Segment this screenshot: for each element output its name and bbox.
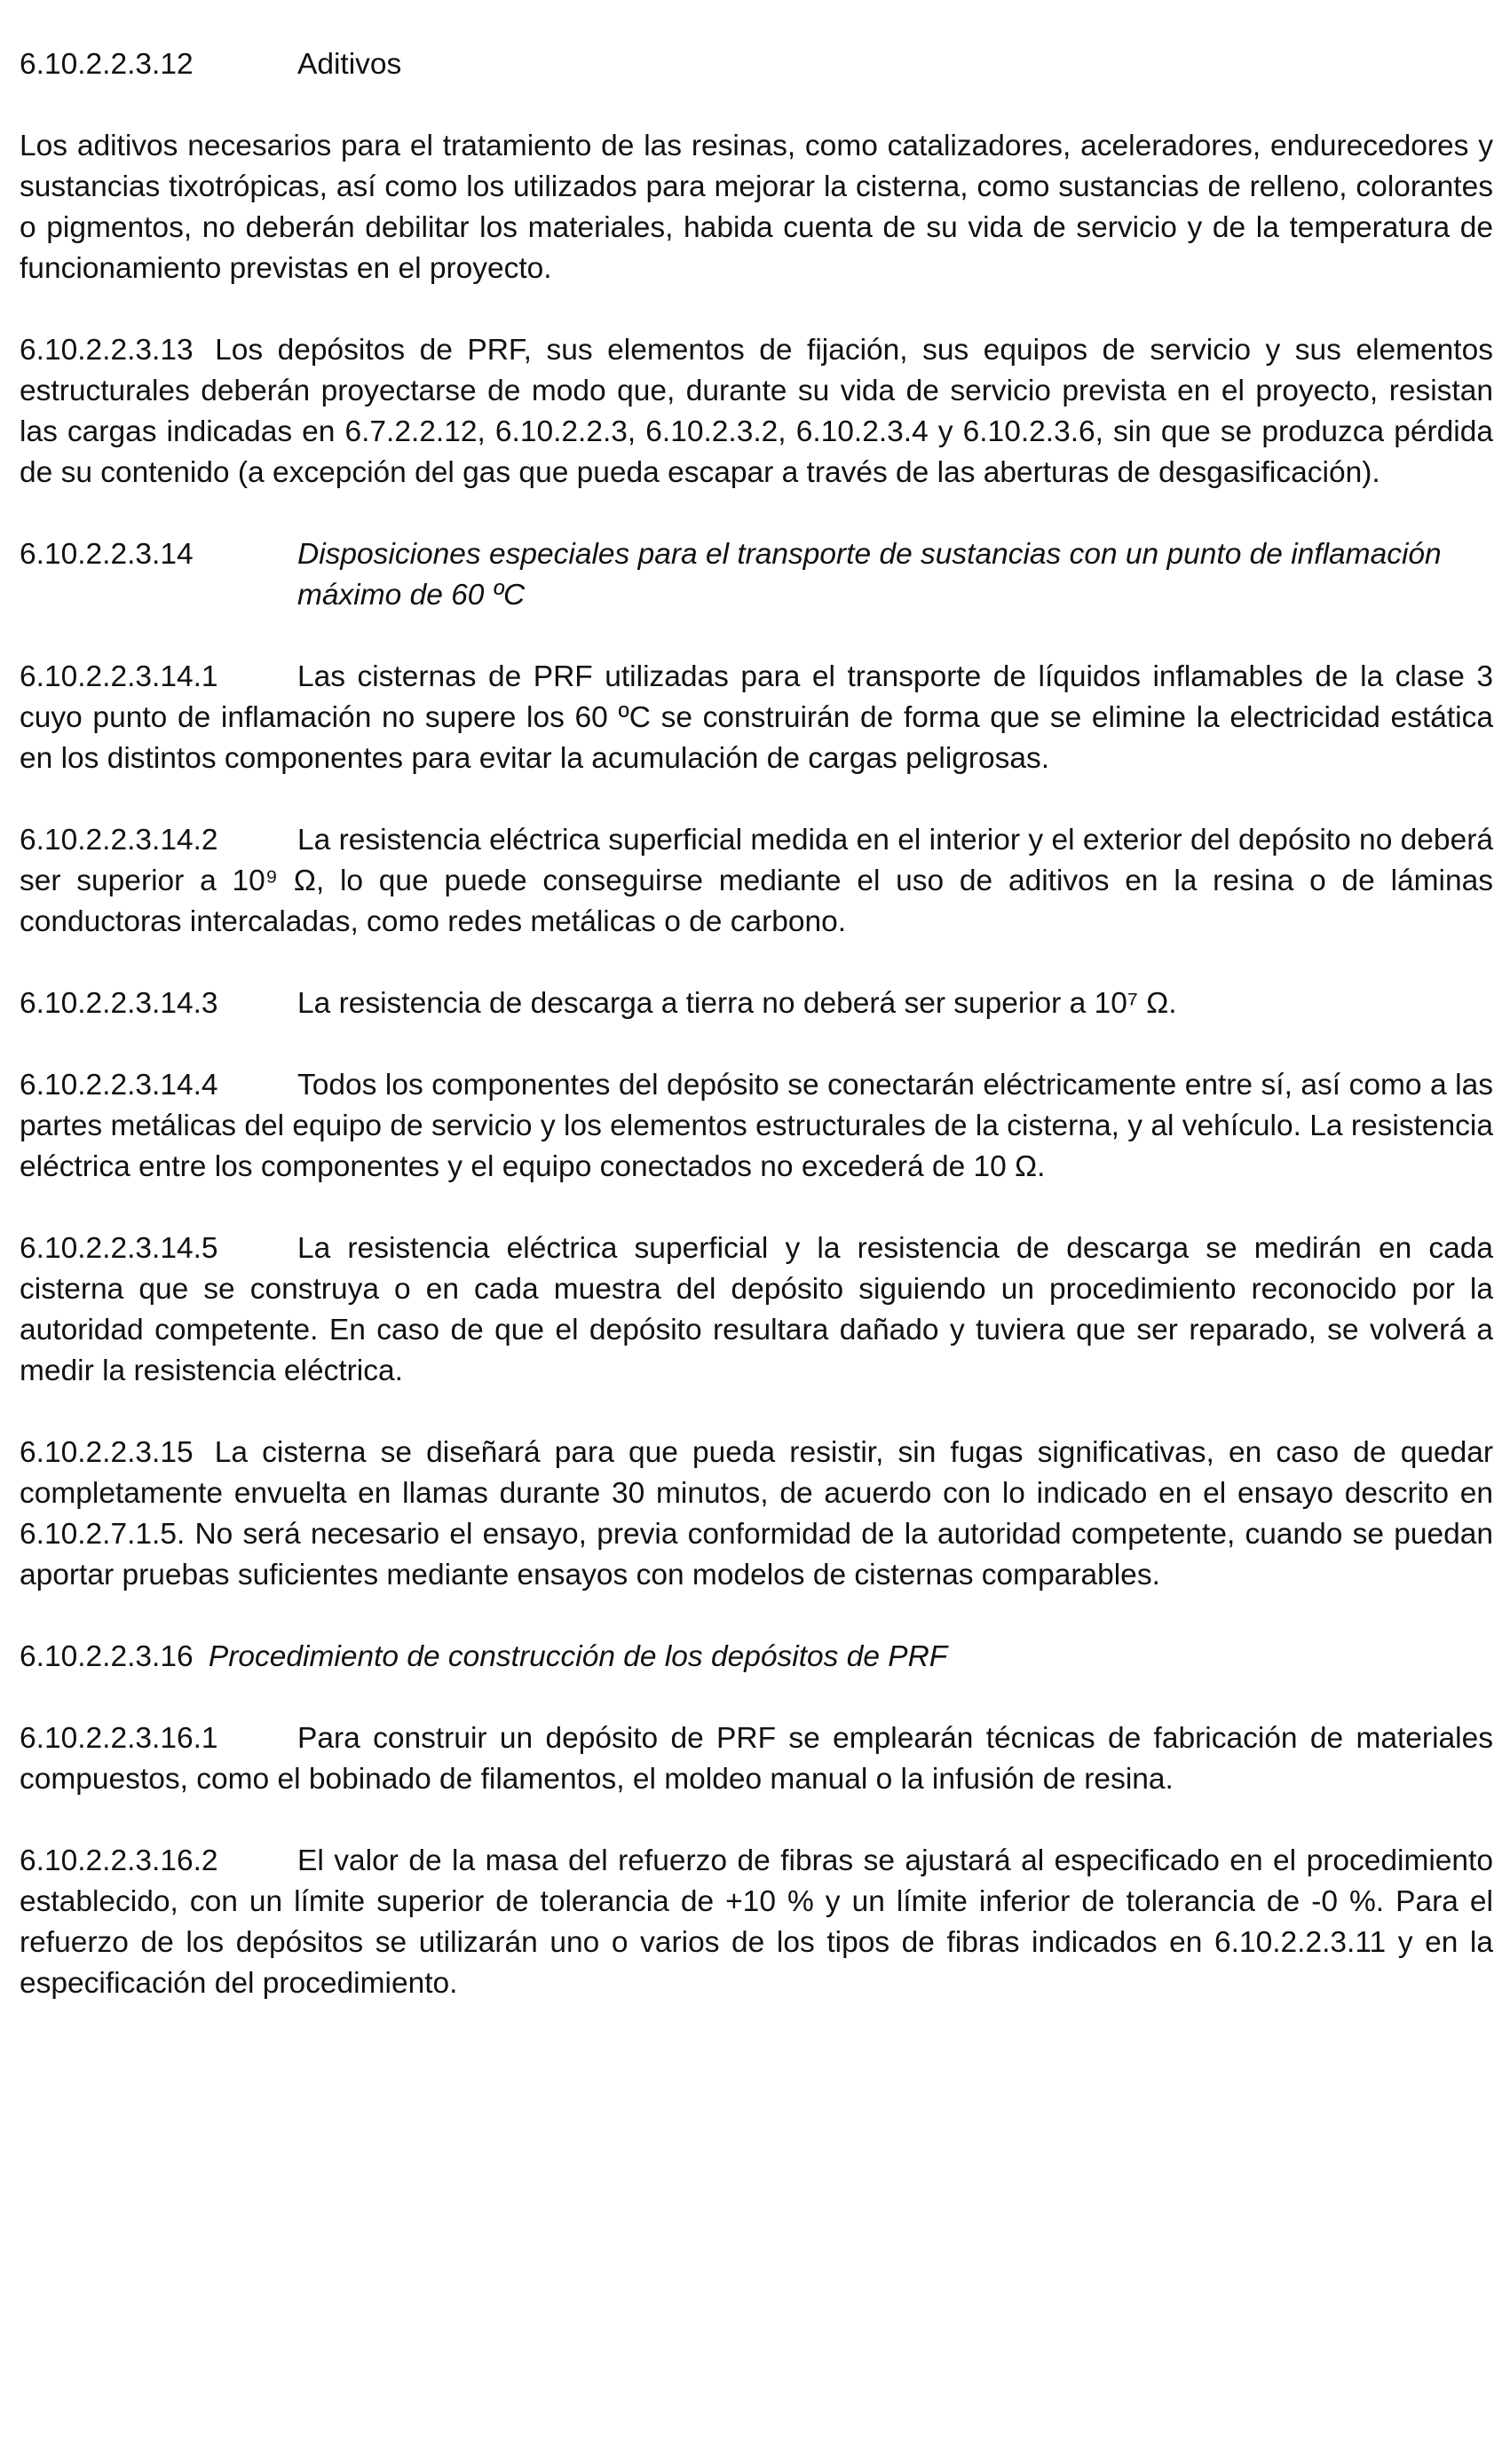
paragraph-text: Las cisternas de PRF utilizadas para el transporte de líquidos inflamables de la clase 3 cuyo punto de inflamación no supere los 60 ºC se construirán de forma que se elimine la electricidad estática en los distintos componentes para evitar la acumulación de cargas peligrosas.	[20, 660, 1493, 775]
paragraph-text: Todos los componentes del depósito se conectarán eléctricamente entre sí, así como a las partes metálicas del equipo de servicio y los elementos estructurales de la cisterna, y al vehículo. La resistencia eléctrica entre los componentes y el equipo conectados no excederá de 10 Ω.	[20, 1069, 1493, 1183]
paragraph-6-10-2-2-3-13	[20, 330, 1493, 494]
paragraph-6-10-2-2-3-14-1	[20, 657, 1493, 779]
heading-procedimiento-construccion	[20, 1637, 1493, 1678]
paragraph-6-10-2-2-3-16-1	[20, 1718, 1493, 1800]
section-number: 6.10.2.2.3.16.1	[20, 1722, 218, 1755]
paragraph-6-10-2-2-3-14-5	[20, 1228, 1493, 1392]
paragraph-text: El valor de la masa del refuerzo de fibras se ajustará al especificado en el procedimiento establecido, con un límite superior de tolerancia de +10 % y un límite inferior de tolerancia de -0 %. Para el refuerzo de los depósitos se utilizarán uno o varios de los tipos de fibras indicados en 6.10.2.2.3.11 y en la especificación del procedimiento.	[20, 1844, 1493, 2000]
paragraph-text: Los depósitos de PRF, sus elementos de fijación, sus equipos de servicio y sus elementos estructurales deberán proyectarse de modo que, durante su vida de servicio prevista en el proyecto, resistan las cargas indicadas en 6.7.2.2.12, 6.10.2.2.3, 6.10.2.3.2, 6.10.2.3.4 y 6.10.2.3.6, sin que se produzca pérdida de su contenido (a excepción del gas que pueda escapar a través de las aberturas de desgasificación).	[20, 334, 1493, 489]
section-number: 6.10.2.2.3.14	[20, 538, 194, 571]
paragraph-6-10-2-2-3-15	[20, 1433, 1493, 1596]
section-number: 6.10.2.2.3.16.2	[20, 1844, 218, 1877]
paragraph-6-10-2-2-3-16-2	[20, 1841, 1493, 2004]
document-page	[20, 44, 1493, 2045]
section-title: Disposiciones especiales para el transporte de sustancias con un punto de inflamación máximo de 60 ºC	[297, 538, 1442, 612]
paragraph-6-10-2-2-3-14-4	[20, 1065, 1493, 1188]
paragraph-text: La resistencia de descarga a tierra no deberá ser superior a 10⁷ Ω.	[297, 987, 1177, 1020]
paragraph-text: La cisterna se diseñará para que pueda resistir, sin fugas significativas, en caso de quedar completamente envuelta en llamas durante 30 minutos, de acuerdo con lo indicado en el ensayo descrito en 6.10.2.7.1.5. No será necesario el ensayo, previa conformidad de la autoridad competente, cuando se puedan aportar pruebas suficientes mediante ensayos con modelos de cisternas comparables.	[20, 1436, 1494, 1591]
paragraph-aditivos: Los aditivos necesarios para el tratamiento de las resinas, como catalizadores, aceleradores, endurecedores y sustancias tixotrópicas, así como los utilizados para mejorar la cisterna, como sustancias de relleno, colorantes o pigmentos, no deberán debilitar los materiales, habida cuenta de su vida de servicio y de la temperatura de funcionamiento previstas en el proyecto.	[20, 130, 1493, 285]
section-number: 6.10.2.2.3.14.4	[20, 1069, 218, 1102]
paragraph-6-10-2-2-3-14-2	[20, 820, 1493, 943]
paragraph-text: La resistencia eléctrica superficial y la resistencia de descarga se medirán en cada cisterna que se construya o en cada muestra del depósito siguiendo un procedimiento reconocido por la autoridad competente. En caso de que el depósito resultara dañado y tuviera que ser reparado, se volverá a medir la resistencia eléctrica.	[20, 1232, 1493, 1387]
heading-aditivos	[20, 44, 1493, 85]
section-title: Aditivos	[297, 48, 402, 81]
section-title: Procedimiento de construcción de los depósitos de PRF	[208, 1640, 948, 1673]
paragraph-6-10-2-2-3-14-3	[20, 983, 1493, 1024]
section-number: 6.10.2.2.3.14.1	[20, 660, 218, 693]
section-number: 6.10.2.2.3.16	[20, 1640, 194, 1673]
paragraph-text: La resistencia eléctrica superficial medida en el interior y el exterior del depósito no deberá ser superior a 10⁹ Ω, lo que puede conseguirse mediante el uso de aditivos en la resina o de láminas conductoras intercaladas, como redes metálicas o de carbono.	[20, 824, 1493, 938]
heading-disposiciones-especiales	[20, 534, 1493, 616]
section-number: 6.10.2.2.3.13	[20, 334, 194, 367]
paragraph-text: Para construir un depósito de PRF se emplearán técnicas de fabricación de materiales compuestos, como el bobinado de filamentos, el moldeo manual o la infusión de resina.	[20, 1722, 1493, 1796]
section-number: 6.10.2.2.3.14.2	[20, 824, 218, 857]
section-number: 6.10.2.2.3.12	[20, 48, 194, 81]
section-number: 6.10.2.2.3.14.5	[20, 1232, 218, 1265]
section-number: 6.10.2.2.3.15	[20, 1436, 194, 1469]
section-number: 6.10.2.2.3.14.3	[20, 987, 218, 1020]
